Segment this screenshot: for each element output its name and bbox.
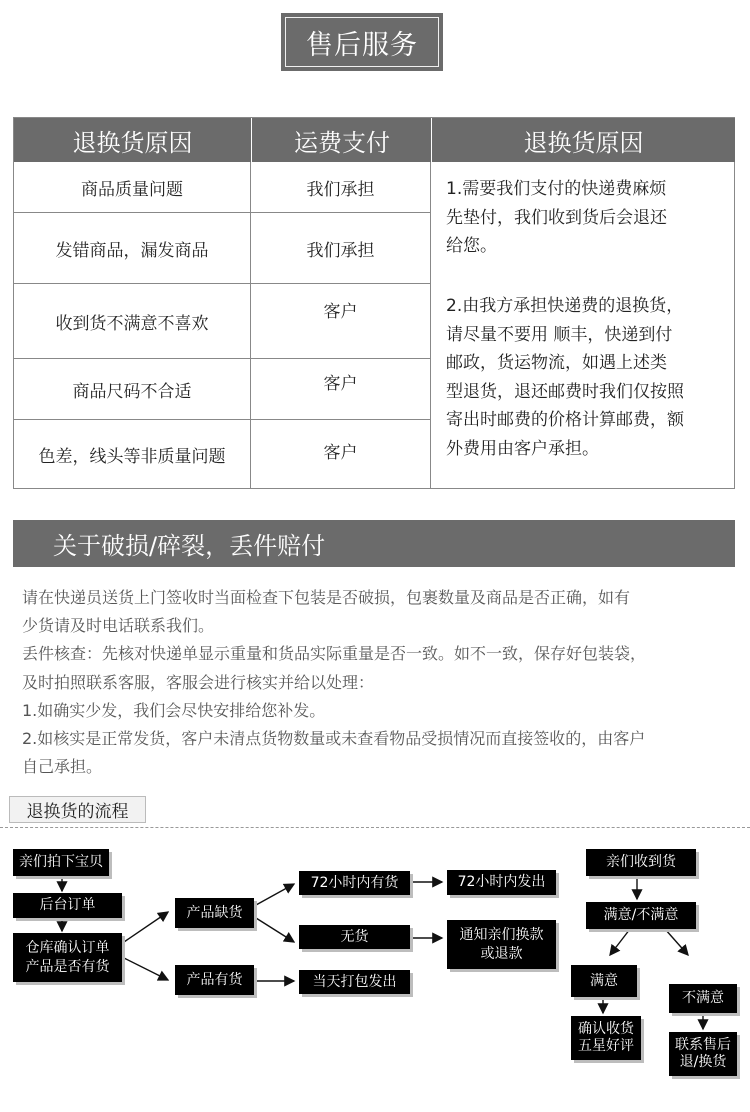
table-header-payer: 运费支付 [251,118,432,162]
table-cell-reason: 商品尺码不合适 [72,381,192,402]
flow-arrow [256,884,294,905]
flow-step-ship-in-72h: 72小时内发出 [447,870,556,895]
policy-note-1: 1.需要我们支付的快递费麻烦 先垫付，我们收到货后会退还 给您。 [446,179,667,256]
flow-arrow [665,929,688,955]
table-cell-reason: 商品质量问题 [81,180,183,200]
flow-step-stock-in-72h: 72小时内有货 [299,871,410,895]
damage-line: 及时拍照联系客服，客服会进行核实并给以处理： [22,672,375,692]
policy-note-2: 2.由我方承担快递费的退换货， 请尽量不要用 顺丰，快递到付 邮政，货运物流，如遇上述类 型退货，退还邮费时我们仅按照 寄出时邮费的价格计算邮费，额 外费用由客户承担。 [446,296,684,459]
flow-step-in-stock: 产品有货 [175,965,254,995]
table-cell-payer: 我们承担 [306,240,375,261]
table-cell-reason: 收到货不满意不喜欢 [55,313,209,334]
damage-line: 丢件核查：先核对快递单显示重量和货品实际重量是否一致。如不一致，保存好包装袋， [22,644,647,664]
damage-line: 2.如核实是正常发货，客户未清点货物数量或未查看物品受损情况而直接签收的，由客户 [22,729,646,749]
table-cell-payer: 客户 [323,373,358,394]
flow-step-warehouse-check: 仓库确认订单 产品是否有货 [13,933,122,982]
flow-step-not-satisfied: 不满意 [669,984,737,1013]
flow-step-satisfied: 满意 [571,965,637,997]
damage-line: 请在快递员送货上门签收时当面检查下包装是否破损，包裹数量及商品是否正确，如有 [22,588,631,607]
flow-step-satisfied-or-not: 满意/不满意 [586,902,696,929]
flow-step-order-placed: 亲们拍下宝贝 [13,849,109,876]
table-cell-reason: 发错商品，漏发商品 [55,240,209,261]
damage-line: 少货请及时电话联系我们。 [22,616,215,636]
damage-line: 自己承担。 [22,757,103,777]
page-title: 售后服务 [285,17,439,67]
damage-line: 1.如确实少发，我们会尽快安排给您补发。 [22,700,326,720]
flow-step-confirm-five-star: 确认收货 五星好评 [571,1016,641,1060]
table-header-reason: 退换货原因 [14,118,251,162]
flow-step-contact-service: 联系售后 退/换货 [669,1032,737,1076]
table-header-notes: 退换货原因 [431,118,735,162]
flow-arrow [124,958,168,980]
table-cell-payer: 我们承担 [306,180,375,200]
flow-step-ship-same-day: 当天打包发出 [299,970,410,994]
flow-arrow [256,918,294,942]
flow-step-notify-exchange-refund: 通知亲们换款 或退款 [447,920,556,969]
flow-arrow [610,929,630,955]
flow-step-no-stock: 无货 [299,925,410,949]
table-cell-payer: 客户 [323,442,358,463]
flow-step-backend-order: 后台订单 [13,893,122,918]
damage-section-header: 关于破损/碎裂，丢件赔付 [13,520,735,567]
flow-arrow [124,912,168,942]
table-cell-reason: 色差，线头等非质量问题 [38,446,226,467]
table-cell-payer: 客户 [323,301,358,322]
process-label: 退换货的流程 [9,796,146,823]
flow-step-out-of-stock: 产品缺货 [175,898,254,928]
flow-step-received: 亲们收到货 [586,849,696,876]
